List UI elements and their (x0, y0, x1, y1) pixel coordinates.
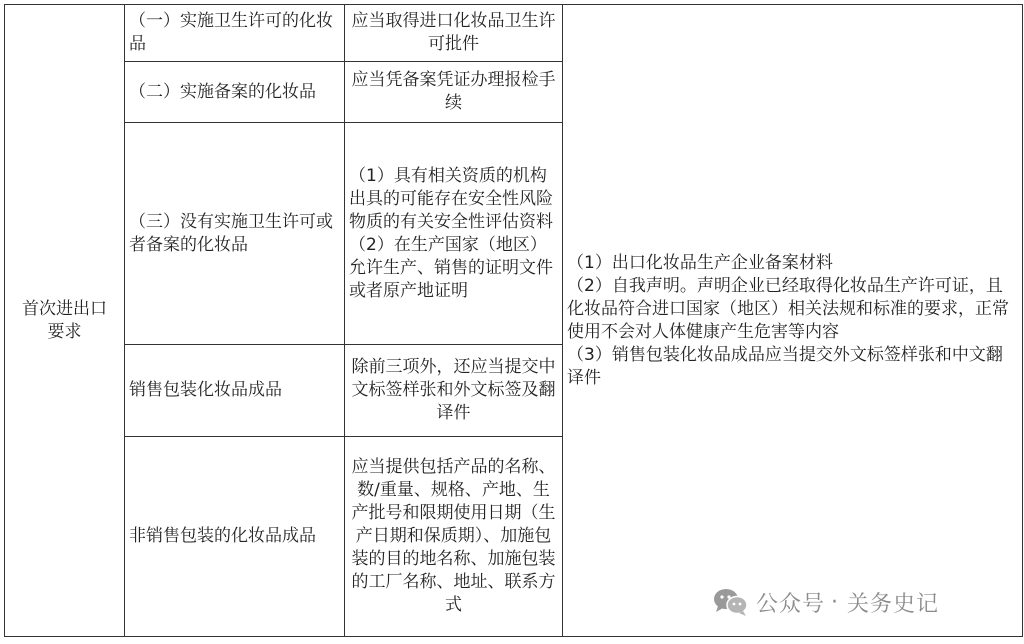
category-label: 首次进出口要求 (22, 298, 107, 342)
requirement-cell (345, 123, 563, 345)
requirement-cell (345, 437, 563, 637)
requirement-item: （2）在生产国家（地区）允许生产、销售的证明文件或者原产地证明 (349, 234, 553, 301)
watermark-account-label: 公众号 (756, 591, 826, 617)
type-label: 销售包装化妆品成品 (129, 380, 282, 400)
type-cell (125, 5, 345, 62)
common-requirement-item: （1）出口化妆品生产企业备案材料 (567, 252, 833, 273)
requirement-cell (345, 62, 563, 123)
requirement-text: 除前三项外，还应当提交中文标签样张和外文标签及翻译件 (351, 357, 556, 423)
requirement-cell (345, 5, 563, 62)
watermark (712, 584, 939, 620)
requirement-item: （1）具有相关资质的机构出具的可能存在安全性风险物质的有关安全性评估资料 (349, 165, 553, 232)
type-cell (125, 345, 345, 437)
requirement-text: 应当取得进口化妆品卫生许可批件 (351, 11, 556, 54)
watermark-separator: · (831, 589, 840, 615)
requirement-text: 应当提供包括产品的名称、数/重量、规格、产地、生产批号和限期使用日期（生产日期和保质期）、加施包装的目的地名称、加施包装的工厂名称、地址、联系方式 (351, 457, 556, 615)
common-requirement-item: （2）自我声明。声明企业已经取得化妆品生产许可证，且化妆品符合进口国家（地区）相关法规和标准的要求，正常使用不会对人体健康产生危害等内容 (567, 275, 1009, 342)
common-requirement-item: （3）销售包装化妆品成品应当提交外文标签样张和中文翻译件 (567, 344, 1003, 388)
type-label: （三）没有实施卫生许可或者备案的化妆品 (129, 211, 333, 255)
wechat-icon (712, 586, 750, 618)
requirement-cell (345, 345, 563, 437)
type-label: （一）实施卫生许可的化妆品 (129, 11, 333, 54)
type-label: （二）实施备案的化妆品 (129, 81, 316, 102)
type-cell (125, 123, 345, 345)
watermark-account-name: 关务史记 (847, 591, 940, 617)
category-cell (5, 5, 125, 637)
requirements-table (4, 4, 1023, 637)
common-requirements-cell (563, 5, 1023, 637)
table-row (5, 5, 1023, 62)
type-label: 非销售包装的化妆品成品 (129, 526, 316, 546)
type-cell (125, 62, 345, 123)
requirement-text: 应当凭备案凭证办理报检手续 (351, 70, 556, 113)
type-cell (125, 437, 345, 637)
